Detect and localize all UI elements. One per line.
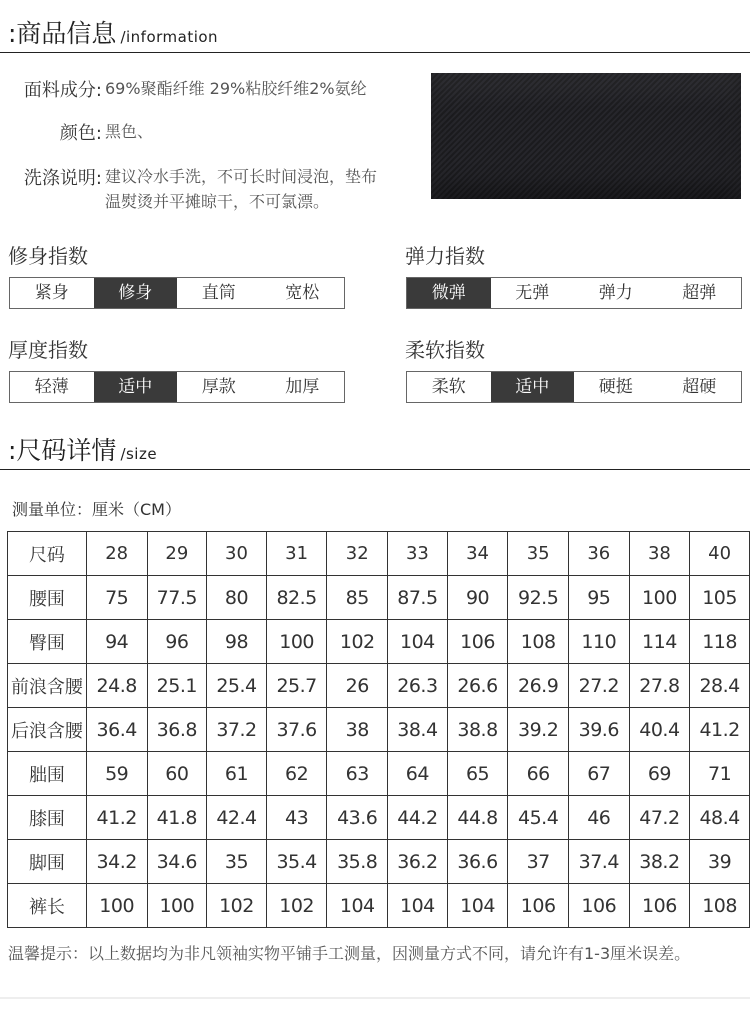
table-cell: 37	[508, 840, 569, 884]
fit-index-scale	[9, 277, 345, 309]
elastic-option: 无弹	[515, 283, 550, 303]
table-row	[8, 752, 750, 796]
table-cell: 95	[568, 576, 629, 620]
table-cell: 94	[86, 620, 147, 664]
measurement-unit: 测量单位：厘米（CM）	[12, 500, 181, 519]
table-cell: 105	[690, 576, 750, 620]
table-cell: 44.2	[388, 796, 448, 840]
thickness-index-title: 厚度指数	[8, 338, 88, 362]
table-cell: 85	[327, 576, 388, 620]
table-cell: 110	[568, 620, 629, 664]
table-cell: 63	[327, 752, 388, 796]
table-cell: 35	[508, 532, 569, 576]
table-cell: 38.4	[388, 708, 448, 752]
fit-option: 直筒	[201, 283, 236, 303]
table-cell: 41.2	[690, 708, 750, 752]
fit-option: 紧身	[34, 283, 69, 303]
table-cell: 33	[388, 532, 448, 576]
table-cell: 66	[508, 752, 569, 796]
table-cell: 24.8	[86, 664, 147, 708]
wash-line-2: 温熨烫并平摊晾干，不可氯漂。	[105, 192, 330, 211]
table-cell: 100	[266, 620, 327, 664]
thickness-option: 适中	[94, 372, 178, 402]
table-cell: 25.1	[147, 664, 207, 708]
table-cell: 43	[266, 796, 327, 840]
table-cell: 35.8	[327, 840, 388, 884]
elastic-option: 微弹	[407, 278, 491, 308]
table-cell: 32	[327, 532, 388, 576]
table-cell: 98	[207, 620, 267, 664]
wash-label: 洗涤说明:	[23, 168, 102, 189]
table-cell: 28.4	[690, 664, 750, 708]
table-row	[8, 532, 750, 576]
table-cell: 100	[86, 884, 147, 928]
table-cell: 82.5	[266, 576, 327, 620]
table-row-header: 臀围	[8, 620, 87, 664]
table-cell: 104	[327, 884, 388, 928]
thickness-option: 厚款	[201, 377, 236, 397]
wash-line-1: 建议冷水手洗，不可长时间浸泡，垫布	[105, 167, 378, 186]
table-cell: 39.2	[508, 708, 569, 752]
table-cell: 42.4	[207, 796, 267, 840]
elastic-option: 弹力	[598, 283, 633, 303]
table-row-header: 后浪含腰	[8, 708, 87, 752]
table-cell: 41.2	[86, 796, 147, 840]
table-row	[8, 620, 750, 664]
table-cell: 26	[327, 664, 388, 708]
table-cell: 26.9	[508, 664, 569, 708]
measurement-note: 温馨提示：以上数据均为非凡领袖实物平铺手工测量，因测量方式不同，请允许有1-3厘米误差。	[8, 944, 691, 963]
table-row	[8, 576, 750, 620]
table-cell: 36.2	[388, 840, 448, 884]
table-cell: 67	[568, 752, 629, 796]
fit-option: 宽松	[285, 283, 320, 303]
table-cell: 28	[86, 532, 147, 576]
size-subtitle: /size	[120, 445, 158, 463]
table-cell: 35	[207, 840, 267, 884]
table-cell: 26.6	[447, 664, 508, 708]
softness-option: 硬挺	[598, 377, 633, 397]
table-cell: 59	[86, 752, 147, 796]
table-cell: 26.3	[388, 664, 448, 708]
material-value: 69%聚酯纤维 29%粘胶纤维2%氨纶	[105, 79, 367, 98]
thickness-option: 轻薄	[34, 377, 69, 397]
table-row-header: 裤长	[8, 884, 87, 928]
information-subtitle: /information	[120, 28, 219, 46]
material-label: 面料成分:	[23, 80, 102, 101]
table-cell: 100	[629, 576, 690, 620]
table-row-header: 腰围	[8, 576, 87, 620]
table-cell: 36.6	[447, 840, 508, 884]
table-cell: 102	[207, 884, 267, 928]
table-cell: 47.2	[629, 796, 690, 840]
thickness-index-scale	[9, 371, 345, 403]
fit-index-title: 修身指数	[8, 244, 88, 268]
table-cell: 75	[86, 576, 147, 620]
table-cell: 71	[690, 752, 750, 796]
table-cell: 38.8	[447, 708, 508, 752]
table-cell: 62	[266, 752, 327, 796]
table-cell: 60	[147, 752, 207, 796]
table-cell: 106	[508, 884, 569, 928]
table-cell: 102	[327, 620, 388, 664]
table-cell: 102	[266, 884, 327, 928]
size-table	[7, 531, 750, 928]
table-cell: 80	[207, 576, 267, 620]
table-cell: 30	[207, 532, 267, 576]
table-cell: 27.8	[629, 664, 690, 708]
table-cell: 38	[629, 532, 690, 576]
fit-option: 修身	[94, 278, 178, 308]
table-cell: 69	[629, 752, 690, 796]
elastic-index-scale	[406, 277, 742, 309]
information-divider	[0, 52, 750, 53]
table-cell: 77.5	[147, 576, 207, 620]
table-cell: 48.4	[690, 796, 750, 840]
table-cell: 35.4	[266, 840, 327, 884]
table-cell: 100	[147, 884, 207, 928]
table-cell: 92.5	[508, 576, 569, 620]
table-cell: 106	[568, 884, 629, 928]
table-cell: 108	[690, 884, 750, 928]
table-row-header: 脚围	[8, 840, 87, 884]
table-cell: 61	[207, 752, 267, 796]
table-row-header: 尺码	[8, 532, 87, 576]
elastic-option: 超弹	[682, 283, 717, 303]
table-cell: 41.8	[147, 796, 207, 840]
table-cell: 39	[690, 840, 750, 884]
softness-index-scale	[406, 371, 742, 403]
bottom-divider	[0, 997, 750, 999]
table-cell: 104	[388, 620, 448, 664]
table-cell: 90	[447, 576, 508, 620]
table-cell: 65	[447, 752, 508, 796]
table-cell: 114	[629, 620, 690, 664]
table-cell: 38	[327, 708, 388, 752]
table-cell: 34.2	[86, 840, 147, 884]
table-cell: 104	[447, 884, 508, 928]
elastic-index-title: 弹力指数	[405, 244, 485, 268]
table-cell: 106	[629, 884, 690, 928]
table-cell: 29	[147, 532, 207, 576]
table-cell: 25.7	[266, 664, 327, 708]
softness-option: 适中	[491, 372, 575, 402]
table-cell: 34	[447, 532, 508, 576]
table-cell: 40.4	[629, 708, 690, 752]
table-row-header: 胐围	[8, 752, 87, 796]
table-cell: 31	[266, 532, 327, 576]
fabric-swatch-image	[431, 73, 741, 199]
table-cell: 39.6	[568, 708, 629, 752]
table-cell: 118	[690, 620, 750, 664]
table-cell: 45.4	[508, 796, 569, 840]
table-row	[8, 796, 750, 840]
table-row	[8, 884, 750, 928]
table-row	[8, 708, 750, 752]
table-cell: 37.2	[207, 708, 267, 752]
table-cell: 96	[147, 620, 207, 664]
table-cell: 36.4	[86, 708, 147, 752]
table-cell: 36.8	[147, 708, 207, 752]
size-divider	[0, 469, 750, 470]
table-cell: 46	[568, 796, 629, 840]
softness-option: 超硬	[682, 377, 717, 397]
table-cell: 44.8	[447, 796, 508, 840]
table-cell: 27.2	[568, 664, 629, 708]
table-cell: 106	[447, 620, 508, 664]
color-value: 黑色、	[105, 122, 154, 141]
table-row	[8, 664, 750, 708]
table-cell: 34.6	[147, 840, 207, 884]
table-cell: 37.4	[568, 840, 629, 884]
table-cell: 36	[568, 532, 629, 576]
table-row	[8, 840, 750, 884]
table-cell: 37.6	[266, 708, 327, 752]
table-cell: 108	[508, 620, 569, 664]
size-title: :尺码详情	[8, 436, 117, 465]
color-label: 颜色:	[59, 123, 102, 144]
softness-index-title: 柔软指数	[405, 338, 485, 362]
thickness-option: 加厚	[285, 377, 320, 397]
table-cell: 104	[388, 884, 448, 928]
table-cell: 40	[690, 532, 750, 576]
table-cell: 64	[388, 752, 448, 796]
softness-option: 柔软	[431, 377, 466, 397]
table-cell: 38.2	[629, 840, 690, 884]
table-row-header: 膝围	[8, 796, 87, 840]
table-cell: 43.6	[327, 796, 388, 840]
wash-instructions	[105, 164, 425, 214]
table-row-header: 前浪含腰	[8, 664, 87, 708]
information-title: :商品信息	[8, 19, 117, 48]
table-cell: 87.5	[388, 576, 448, 620]
table-cell: 25.4	[207, 664, 267, 708]
